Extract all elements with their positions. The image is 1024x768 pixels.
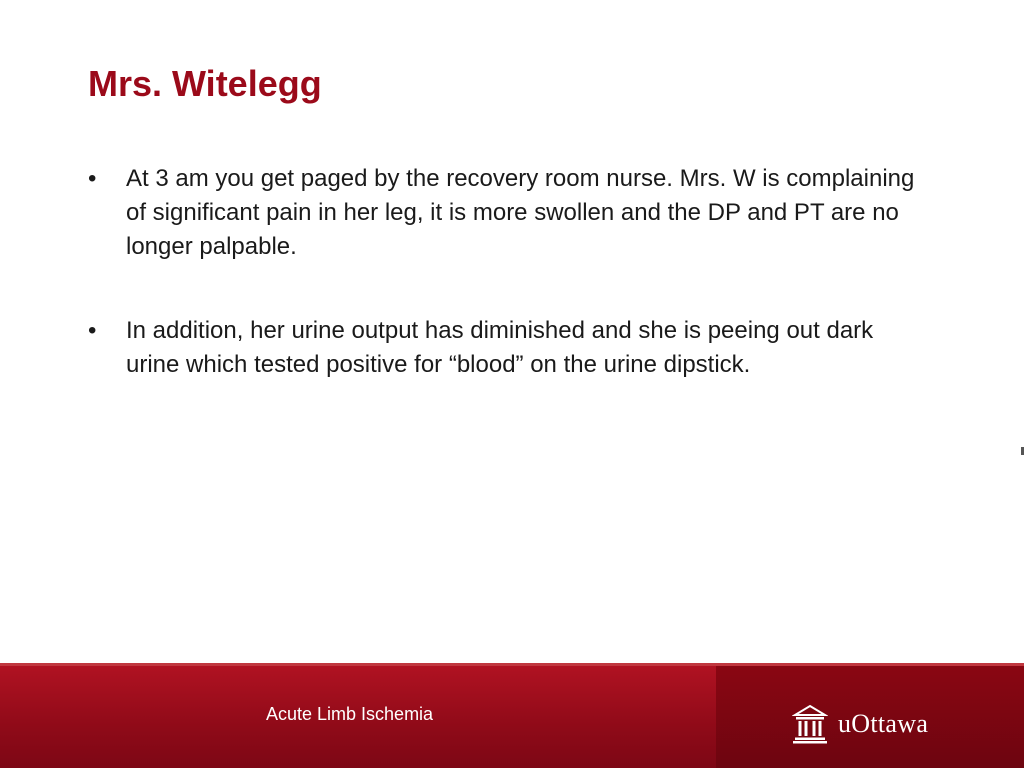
slide-title: Mrs. Witelegg xyxy=(88,63,322,104)
bullet-list xyxy=(88,162,928,432)
building-columns-icon xyxy=(792,704,828,744)
bullet-item xyxy=(88,314,928,382)
bullet-text: In addition, her urine output has diminished and she is peeing out dark urine which tested positive for “blood” on the urine dipstick. xyxy=(126,317,874,378)
footer-topic: Acute Limb Ischemia xyxy=(266,704,434,724)
bullet-marker: • xyxy=(88,165,97,192)
bullet-item xyxy=(88,162,928,264)
bullet-marker: • xyxy=(88,317,97,344)
bullet-text: At 3 am you get paged by the recovery room nurse. Mrs. W is complaining of significant pain in her leg, it is more swollen and the DP and PT are no longer palpable. xyxy=(126,165,915,260)
uottawa-logo xyxy=(792,702,928,746)
logo-wordmark: uOttawa xyxy=(838,709,929,738)
